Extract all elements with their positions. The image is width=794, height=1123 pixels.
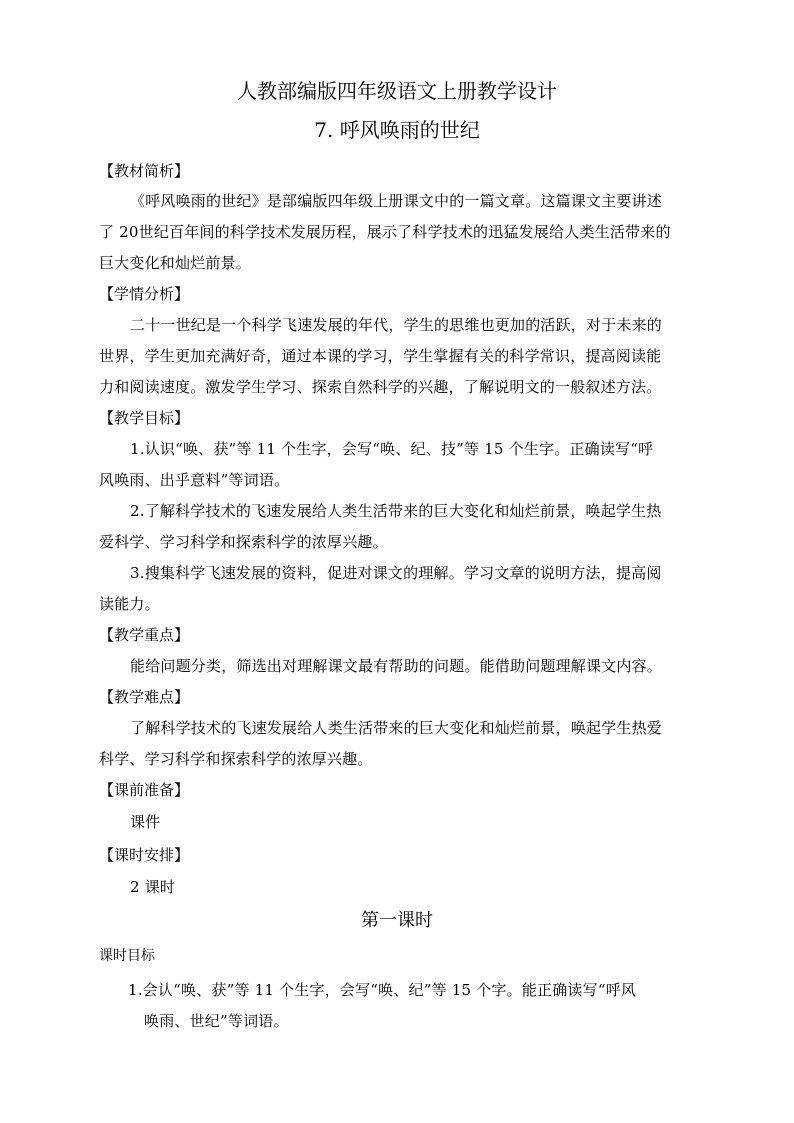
section-heading-schedule: 【课时安排】 bbox=[99, 846, 190, 864]
list-item: 2.了解科学技术的飞速发展给人类生活带来的巨大变化和灿烂前景，唤起学生热 bbox=[130, 502, 662, 520]
section-heading-textbook-analysis: 【教材简析】 bbox=[99, 162, 190, 180]
list-item: 1.认识“唤、获”等 11 个生字，会写“唤、纪、技”等 15 个生字。正确读写“呼 bbox=[130, 440, 654, 458]
paragraph-line: 2 课时 bbox=[130, 878, 176, 896]
section-heading-difficulties: 【教学难点】 bbox=[99, 688, 190, 706]
period-goal-label: 课时目标 bbox=[99, 948, 155, 964]
paragraph-line: 了 20世纪百年间的科学技术发展历程，展示了科学技术的迅猛发展给人类生活带来的 bbox=[99, 223, 671, 241]
lesson-title: 7. 呼风唤雨的世纪 bbox=[314, 118, 480, 142]
list-item: 3.搜集科学飞速发展的资料，促进对课文的理解。学习文章的说明方法，提高阅 bbox=[130, 564, 662, 582]
paragraph-line: 课件 bbox=[130, 813, 161, 831]
list-item-continuation: 唤雨、世纪”等词语。 bbox=[144, 1012, 289, 1030]
list-item-continuation: 爱科学、学习科学和探索科学的浓厚兴趣。 bbox=[99, 533, 388, 551]
paragraph-line: 巨大变化和灿烂前景。 bbox=[99, 254, 252, 272]
paragraph-line: 世界，学生更加充满好奇，通过本课的学习，学生掌握有关的科学常识，提高阅读能 bbox=[99, 347, 662, 365]
paragraph-line: 了解科学技术的飞速发展给人类生活带来的巨大变化和灿烂前景，唤起学生热爱 bbox=[130, 719, 663, 737]
list-item-continuation: 读能力。 bbox=[99, 595, 160, 613]
paragraph-line: 能给问题分类，筛选出对理解课文最有帮助的问题。能借助问题理解课文内容。 bbox=[130, 657, 663, 675]
section-heading-student-analysis: 【学情分析】 bbox=[99, 285, 190, 303]
section-heading-preparation: 【课前准备】 bbox=[99, 781, 190, 799]
paragraph-line: 二十一世纪是一个科学飞速发展的年代，学生的思维也更加的活跃，对于未来的 bbox=[130, 316, 663, 334]
document-title: 人教部编版四年级语文上册教学设计 bbox=[237, 79, 557, 103]
paragraph-line: 《呼风唤雨的世纪》是部编版四年级上册课文中的一篇文章。这篇课文主要讲述 bbox=[130, 192, 663, 210]
list-item: 1.会认“唤、获”等 11 个生字，会写“唤、纪”等 15 个字。能正确读写“呼风 bbox=[128, 981, 637, 999]
period-heading: 第一课时 bbox=[361, 910, 433, 931]
paragraph-line: 科学、学习科学和探索科学的浓厚兴趣。 bbox=[99, 750, 373, 768]
section-heading-teaching-goals: 【教学目标】 bbox=[99, 409, 190, 427]
paragraph-line: 力和阅读速度。激发学生学习、探索自然科学的兴趣，了解说明文的一般叙述方法。 bbox=[99, 378, 662, 396]
list-item-continuation: 风唤雨、出乎意料”等词语。 bbox=[99, 471, 290, 489]
section-heading-key-points: 【教学重点】 bbox=[99, 626, 190, 644]
